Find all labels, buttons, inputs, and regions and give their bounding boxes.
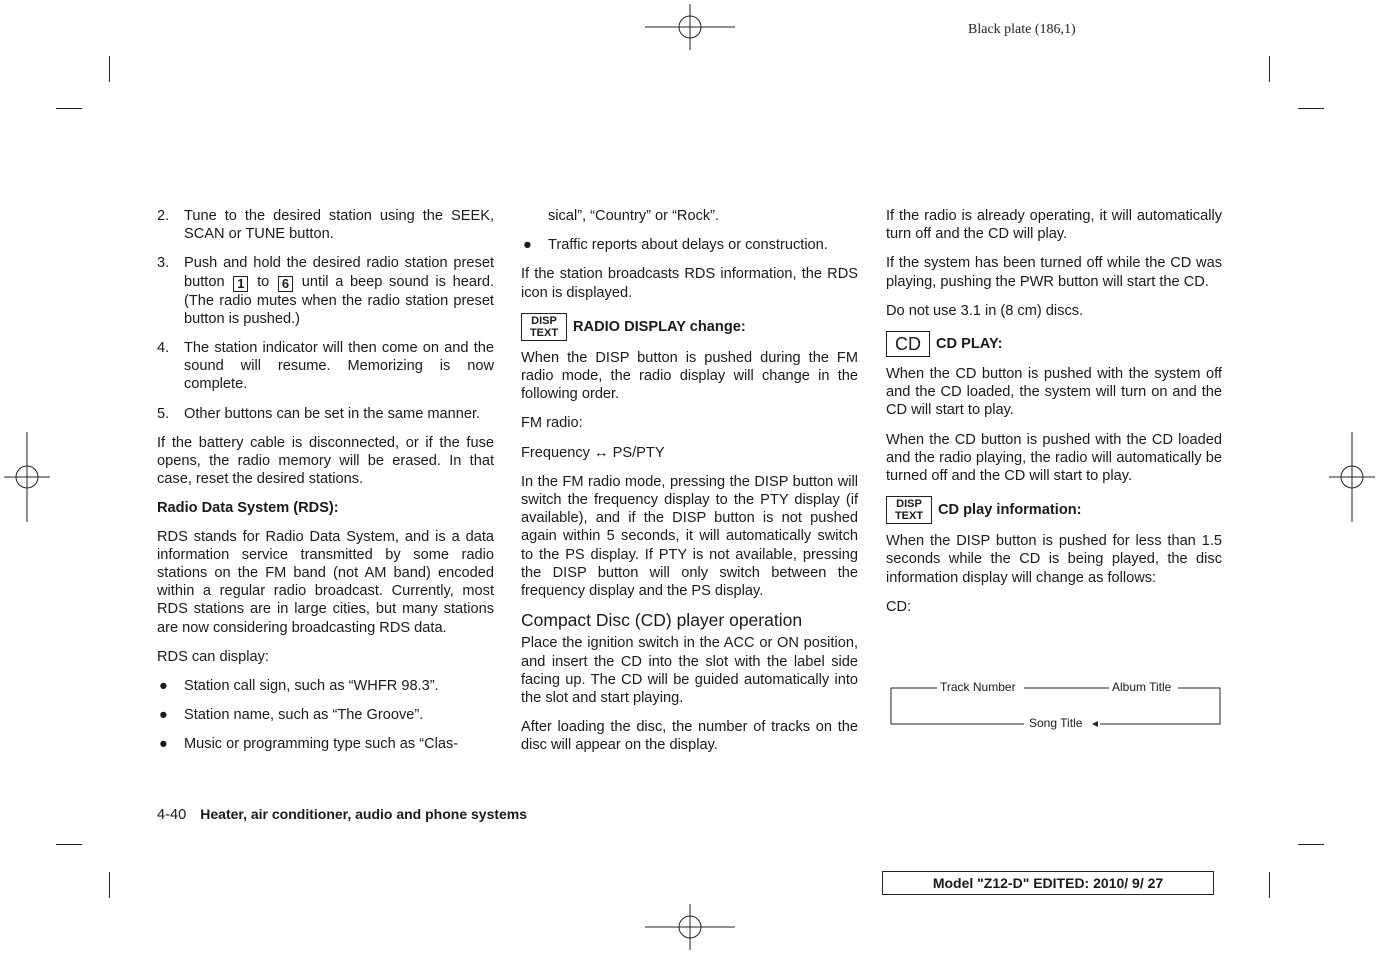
radio-display-heading xyxy=(521,313,858,341)
crop-mark xyxy=(109,56,110,82)
cd-place-paragraph: Place the ignition switch in the ACC or ON position, and insert the CD into the slot with the label side facing up. The CD will be guided automatically into the slot and start playing. xyxy=(521,635,858,707)
cd-display-diagram xyxy=(890,678,1222,738)
step-text: Other buttons can be set in the same manner. xyxy=(184,405,481,422)
system-off-paragraph: If the system has been turned off while the CD was playing, pushing the PWR button will start the CD. xyxy=(886,255,1222,290)
crop-mark xyxy=(109,872,110,898)
crop-mark xyxy=(1298,844,1324,845)
chapter-title: Heater, air conditioner, audio and phone systems xyxy=(200,806,528,822)
diagram-track-number: Track Number xyxy=(937,680,1019,694)
after-loading-paragraph: After loading the disc, the number of tracks on the disc will appear on the display. xyxy=(521,719,858,754)
rds-icon-paragraph: If the station broadcasts RDS information, the RDS icon is displayed. xyxy=(521,266,858,301)
step-text: to xyxy=(257,273,270,290)
registration-mark-right xyxy=(1329,432,1375,522)
list-item-text: Station call sign, such as “WHFR 98.3”. xyxy=(184,678,439,695)
section-title: Compact Disc (CD) player operation xyxy=(521,610,803,631)
crop-mark xyxy=(1298,108,1324,109)
registration-mark-left xyxy=(4,432,50,522)
fm-mode-paragraph: In the FM radio mode, pressing the DISP button will switch the frequency display to the PTY display (if available), and if the DISP button is not pushed again within 5 seconds, it will automatically switch to the PS display. If PTY is not available, pressing the DISP button will only switch between the frequency display and the PS display. xyxy=(521,473,858,600)
crop-mark xyxy=(1269,872,1270,898)
bullet-icon: ● xyxy=(523,237,532,254)
column-3 xyxy=(886,207,1222,627)
page-number: 4-40 xyxy=(157,807,187,823)
step-text: until a beep sound is heard. (The radio mutes when the radio station preset button is pushed.) xyxy=(184,273,494,327)
battery-paragraph: If the battery cable is disconnected, or if the fuse opens, the radio memory will be erased. In that case, reset the desired stations. xyxy=(157,434,494,488)
bullet-icon: ● xyxy=(159,678,168,695)
page-footer xyxy=(157,806,527,823)
bullet-icon: ● xyxy=(159,707,168,724)
heading-text: CD PLAY: xyxy=(936,335,1003,352)
disp-text-icon: DISP TEXT xyxy=(886,496,932,524)
list-item-text: Station name, such as “The Groove”. xyxy=(184,707,424,724)
cd-info-heading xyxy=(886,496,1222,524)
step-3 xyxy=(157,254,494,328)
diagram-song-title: Song Title xyxy=(1026,716,1085,730)
disp-text-icon: DISP TEXT xyxy=(521,313,567,341)
crop-mark xyxy=(1269,56,1270,82)
rds-can-display: RDS can display: xyxy=(157,648,269,665)
column-2 xyxy=(521,207,858,766)
rds-paragraph: RDS stands for Radio Data System, and is a data information service transmitted by some radio stations on the FM band (not AM band) encoded within a regular radio broadcast. Currently, most RDS stations are in large cities, but many stations are now considering broadcasting RDS data. xyxy=(157,528,494,636)
step-number: 5. xyxy=(157,405,170,422)
crop-mark xyxy=(56,108,82,109)
plate-label: Black plate (186,1) xyxy=(968,22,1076,37)
registration-mark-bottom xyxy=(645,904,735,950)
model-edited-box: Model "Z12-D" EDITED: 2010/ 9/ 27 xyxy=(882,871,1214,895)
rds-heading: Radio Data System (RDS): xyxy=(157,500,339,517)
cd-icon: CD xyxy=(886,331,930,357)
list-item xyxy=(521,236,858,254)
disc-size-note: Do not use 3.1 in (8 cm) discs. xyxy=(886,302,1084,319)
heading-text: RADIO DISPLAY change: xyxy=(573,318,746,335)
step-text: Tune to the desired station using the SEEK, SCAN or TUNE button. xyxy=(184,208,494,243)
step-2 xyxy=(157,207,494,243)
fm-radio-label: FM radio: xyxy=(521,415,583,432)
step-number: 4. xyxy=(157,340,170,357)
bullet-icon: ● xyxy=(159,736,168,753)
diagram-album-title: Album Title xyxy=(1109,680,1174,694)
step-5 xyxy=(157,405,494,423)
cd-info-paragraph: When the DISP button is pushed for less than 1.5 seconds while the CD is being played, the disc information display will change as follows: xyxy=(886,533,1222,586)
step-4 xyxy=(157,339,494,394)
step-number: 3. xyxy=(157,255,170,272)
crop-mark xyxy=(56,844,82,845)
cd-button-paragraph-1: When the CD button is pushed with the system off and the CD loaded, the system will turn on and the CD will start to play. xyxy=(886,366,1222,419)
list-item xyxy=(157,677,494,695)
list-item-continuation: sical”, “Country” or “Rock”. xyxy=(548,208,720,224)
heading-text: CD play information: xyxy=(938,502,1082,519)
list-item-text: Music or programming type such as “Clas- xyxy=(184,736,459,753)
registration-mark-top xyxy=(645,4,735,50)
disp-paragraph: When the DISP button is pushed during the FM radio mode, the radio display will change in the following order. xyxy=(521,349,858,403)
column-1 xyxy=(157,207,494,765)
preset-key-6: 6 xyxy=(278,276,293,292)
list-item xyxy=(157,735,494,753)
frequency-sequence: Frequency ↔ PS/PTY xyxy=(521,444,665,461)
step-text: Push and hold the desired radio station preset button xyxy=(184,255,494,290)
list-item-text: Traffic reports about delays or construction. xyxy=(548,237,828,254)
preset-key-1: 1 xyxy=(233,276,248,292)
radio-operating-paragraph: If the radio is already operating, it will automatically turn off and the CD will play. xyxy=(886,208,1222,243)
cd-button-paragraph-2: When the CD button is pushed with the CD loaded and the radio playing, the radio will automatically be turned off and the CD will start to play. xyxy=(886,431,1222,485)
cd-label: CD: xyxy=(886,598,912,615)
step-number: 2. xyxy=(157,208,170,224)
list-item xyxy=(157,706,494,724)
cd-play-heading xyxy=(886,331,1222,357)
step-text: The station indicator will then come on and the sound will resume. Memorizing is now complete. xyxy=(184,340,494,393)
